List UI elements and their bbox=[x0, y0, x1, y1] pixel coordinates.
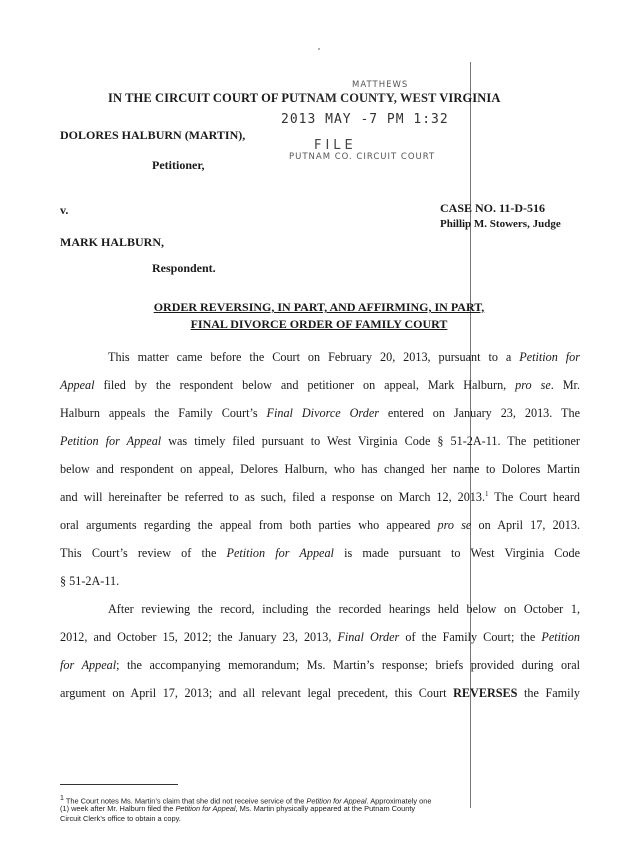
body-line: Petition for Appeal was timely filed pursuant to West Virginia Code § 51-2A-11. The petitioner bbox=[60, 434, 580, 448]
body-line: argument on April 17, 2013; and all relevant legal precedent, this Court REVERSES the Family bbox=[60, 686, 580, 700]
case-number: CASE NO. 11-D-516 bbox=[440, 201, 546, 215]
scan-speck bbox=[318, 48, 320, 50]
body-line: § 51-2A-11. bbox=[60, 574, 120, 588]
footnote-line: (1) week after Mr. Halburn filed the Petition for Appeal, Ms. Martin physically appeared at the Putnam County bbox=[60, 804, 416, 813]
court-heading-overlap: TNAM COUNTY, WEST bbox=[298, 91, 437, 105]
stamp-date: 2013 MAY -7 PM 1:32 bbox=[281, 112, 449, 127]
stamp-clerk: PUTNAM CO. CIRCUIT COURT bbox=[289, 152, 436, 162]
body-line: Appeal filed by the respondent below and petitioner on appeal, Mark Halburn, pro se. Mr. bbox=[60, 378, 580, 392]
body-line: and will hereinafter be referred to as such, filed a response on March 12, 2013.$^1$ The Court heard bbox=[60, 490, 580, 505]
body-line: After reviewing the record, including the recorded hearings held below on October 1, bbox=[108, 602, 580, 616]
body-line: 2012, and October 15, 2012; the January 23, 2013, Final Order of the Family Court; the Petition bbox=[60, 630, 580, 644]
body-line: below and respondent on appeal, Delores Halburn, who has changed her name to Dolores Martin bbox=[60, 462, 580, 476]
judge: Phillip M. Stowers, Judge bbox=[440, 218, 561, 230]
stamp-file: FILE bbox=[314, 138, 357, 153]
footnote-reference: 1 bbox=[485, 490, 489, 498]
footnote-marker: 1 bbox=[60, 795, 64, 802]
body-line: for Appeal; the accompanying memorandum; Ms. Martin’s response; briefs provided during oral bbox=[60, 658, 580, 672]
court-heading-right: VIRGINIA bbox=[439, 91, 501, 105]
respondent-role: Respondent. bbox=[152, 261, 216, 275]
body-line: This Court’s review of the Petition for Appeal is made pursuant to West Virginia Code bbox=[60, 546, 580, 560]
footnote-rule bbox=[60, 784, 178, 785]
footnote-line: $^1$ The Court notes Ms. Martin’s claim that she did not receive service of the Petition for Appeal. Approximately one bbox=[60, 795, 432, 806]
footnote-line: Circuit Clerk’s office to obtain a copy. bbox=[60, 814, 181, 823]
petitioner-name: DOLORES HALBURN (MARTIN), bbox=[60, 128, 246, 142]
body-line: This matter came before the Court on February 20, 2013, pursuant to a Petition for bbox=[108, 350, 581, 364]
body-line: Halburn appeals the Family Court’s Final Divorce Order entered on January 23, 2013. The bbox=[60, 406, 580, 420]
respondent-name: MARK HALBURN, bbox=[60, 235, 164, 249]
body-line: oral arguments regarding the appeal from both parties who appeared pro se on April 17, 2013. bbox=[60, 518, 580, 532]
court-heading bbox=[108, 91, 500, 106]
stamp-name: MATTHEWS bbox=[352, 80, 409, 90]
order-title-line1: ORDER REVERSING, IN PART, AND AFFIRMING, IN PART, bbox=[153, 300, 485, 314]
court-heading-left: IN THE CIRCUIT COURT OF PU bbox=[108, 91, 299, 105]
order-title-line2: FINAL DIVORCE ORDER OF FAMILY COURT bbox=[190, 317, 448, 331]
petitioner-role: Petitioner, bbox=[152, 158, 205, 172]
versus: v. bbox=[60, 203, 69, 217]
